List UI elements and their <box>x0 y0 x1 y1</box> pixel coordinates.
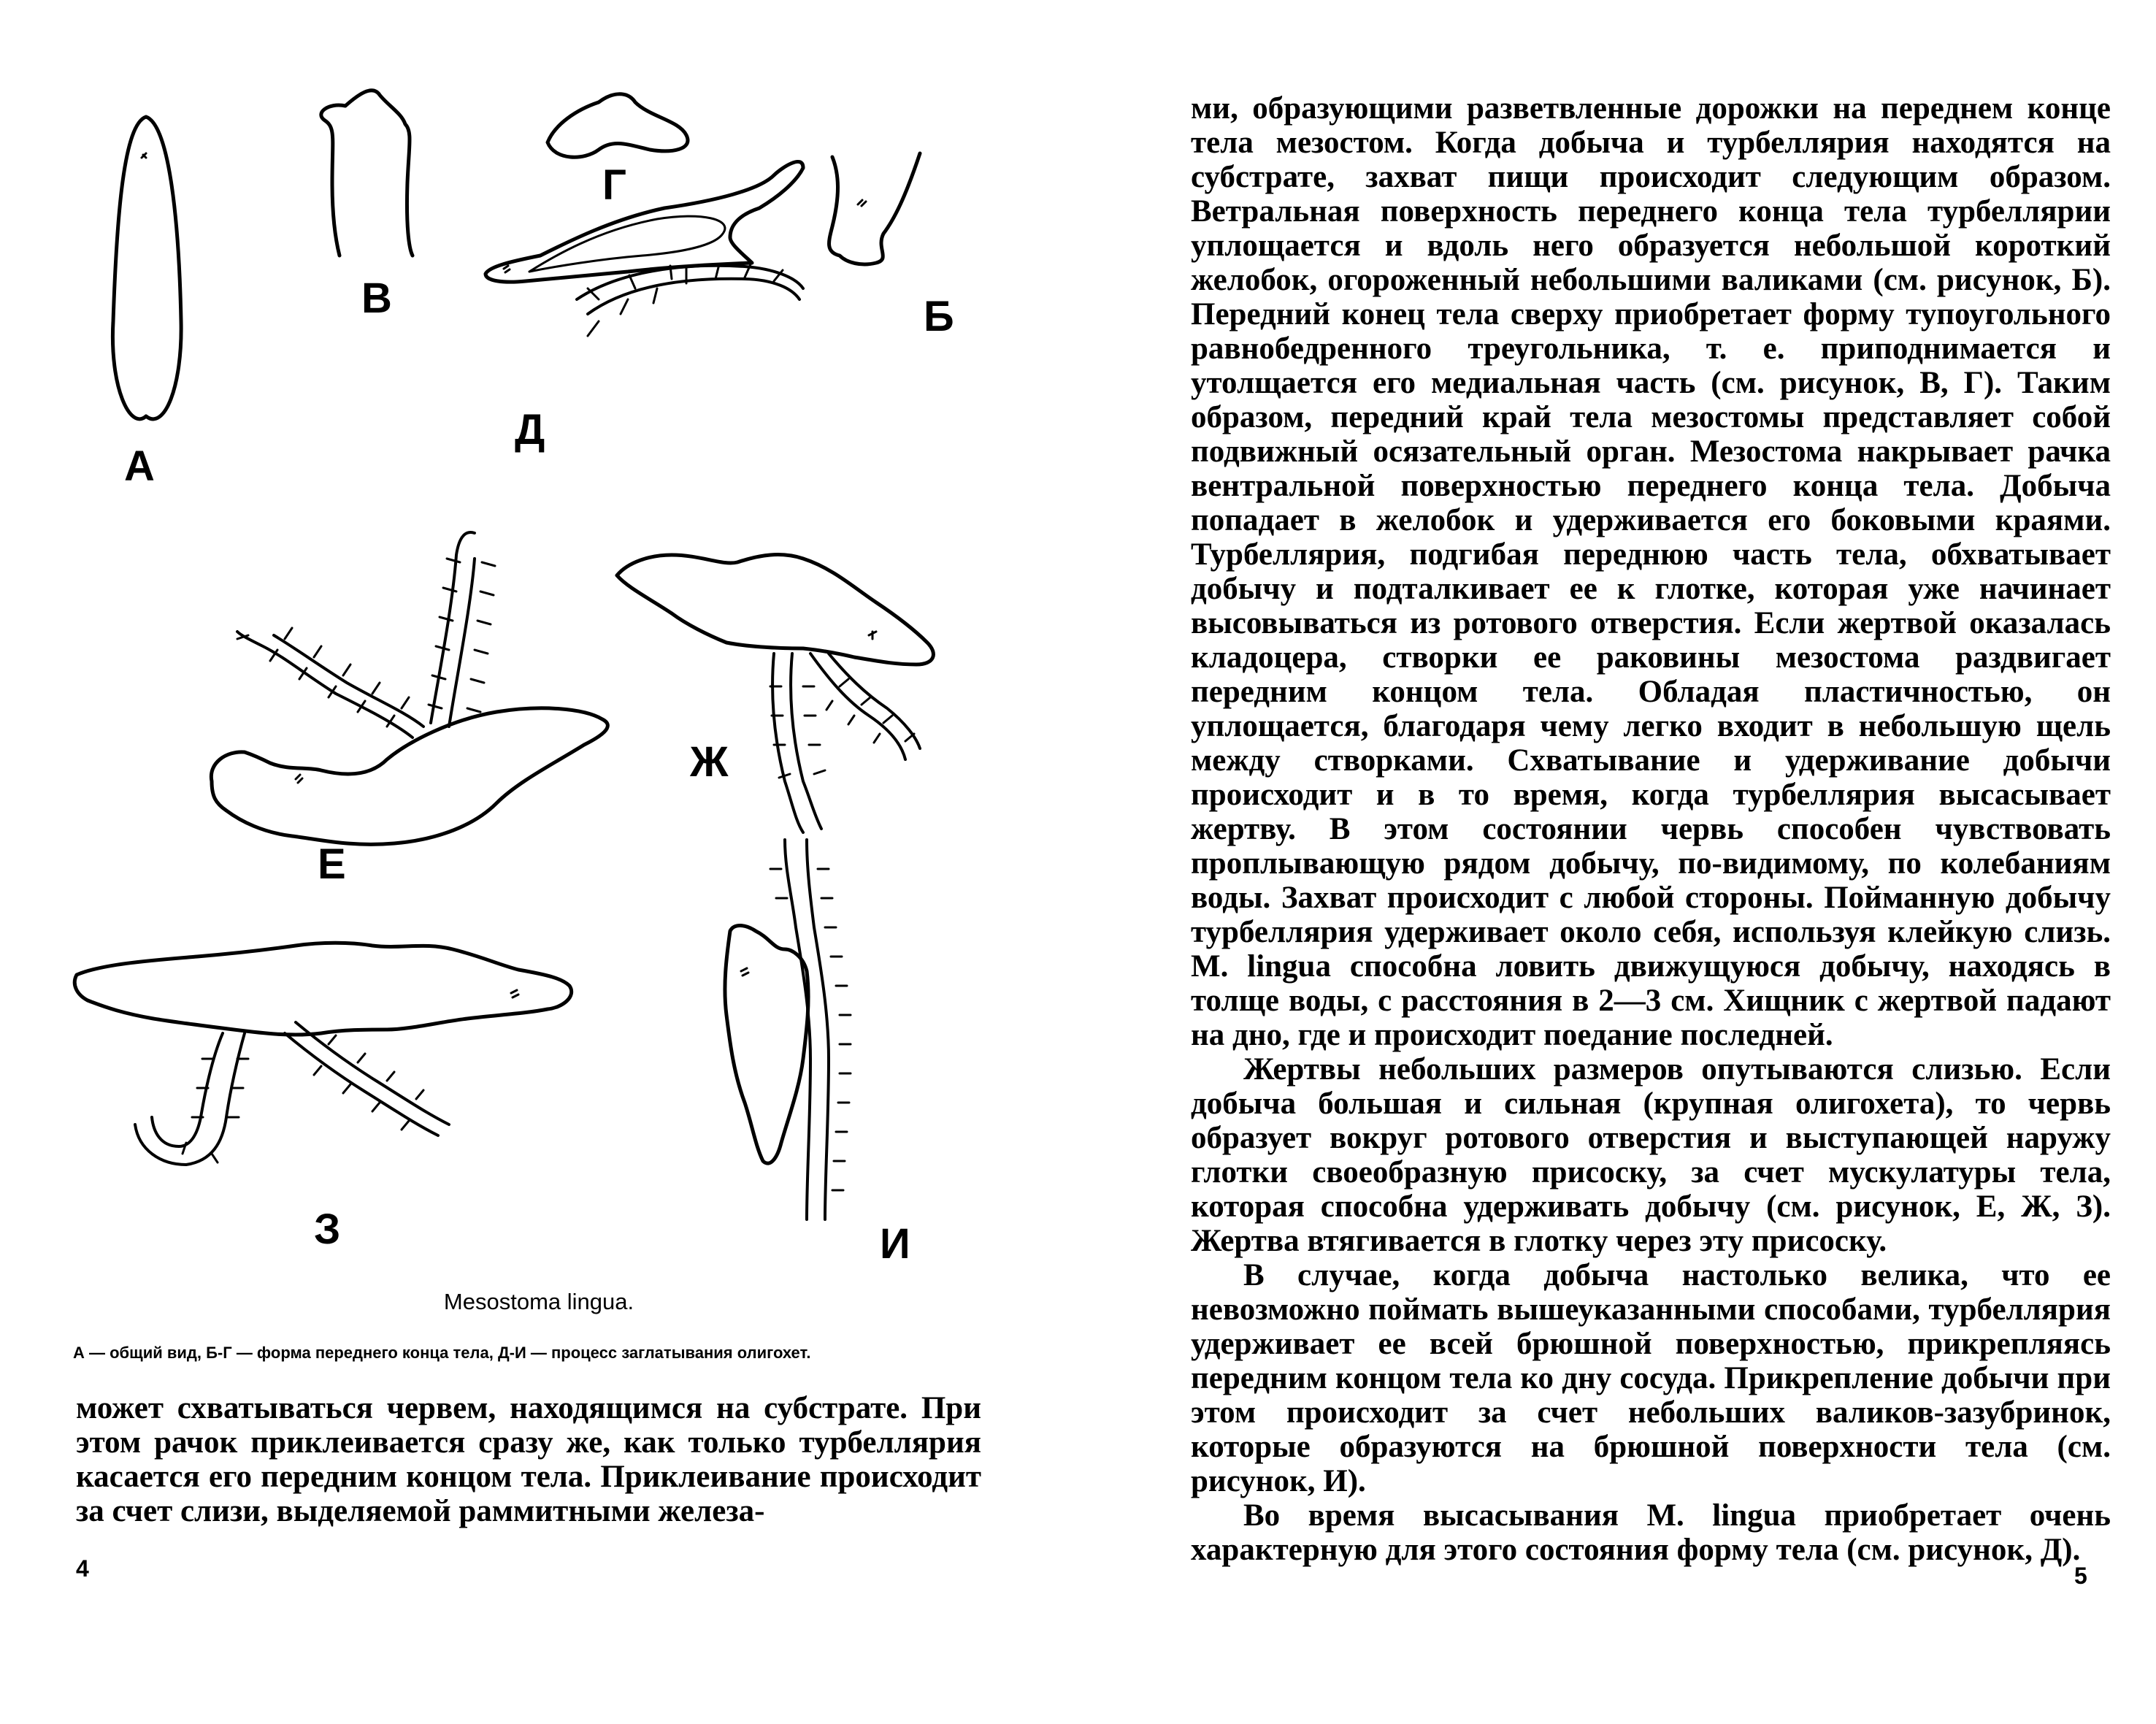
drawing-A-general-view <box>112 117 181 419</box>
figure-caption-legend: А — общий вид, Б-Г — форма переднего конца тела, Д-И — процесс заглатывания олигохет. <box>73 1344 811 1362</box>
label-G: Г <box>602 161 626 209</box>
drawing-G-cross-section <box>548 94 688 157</box>
page-number-left: 4 <box>76 1555 89 1582</box>
label-V: В <box>361 275 392 322</box>
drawing-Z-worm-attached <box>74 943 571 1035</box>
paragraph: Жертвы небольших размеров опутываются слизью. Если добыча большая и сильная (крупная олигохета), то червь образует вокруг ротового отверстия и выступающей наружу глотки своеобразную присоску, за счет мускулатуры тела, которая способна удерживать добычу (см. рисунок, Е, Ж, З). Жертва втягивается в глотку через эту присоску. <box>1191 1052 2111 1258</box>
left-page-text <box>76 1391 981 1528</box>
label-E: Е <box>318 840 346 888</box>
paragraph: может схватываться червем, находящимся на субстрате. При этом рачок приклеивается сразу же, как только турбеллярия касается его передним концом тела. Приклеивание происходит за счет слизи, выделяемой раммитными железа- <box>76 1391 981 1528</box>
label-A: А <box>124 443 155 490</box>
figure-caption-title: Mesostoma lingua. <box>443 1289 634 1314</box>
mesostoma-figure <box>44 80 993 1278</box>
paragraph: В случае, когда добыча настолько велика, что ее невозможно поймать вышеуказанными способами, турбеллярия удерживает ее всей брюшной поверхностью, прикрепляясь передним концом тела ко дну сосуда. Прикрепление добычи при этом происходит за счет небольших валиков-зазубринок, которые образуются на брюшной поверхности тела (см. рисунок, И). <box>1191 1258 2111 1498</box>
drawing-Zh-worm-with-prey <box>617 555 933 664</box>
page-number-right: 5 <box>2074 1563 2087 1589</box>
paragraph: ми, образующими разветвленные дорожки на переднем конце тела мезостом. Когда добыча и турбеллярия находятся на субстрате, захват пищи происходит следующим образом. Ветральная поверхность переднего конца тела турбеллярии уплощается и вдоль него образуется небольшой короткий желобок, огороженный небольшими валиками (см. рисунок, Б). Передний конец тела сверху приобретает форму тупоугольного равнобедренного треугольника, т. е. приподнимается и утолщается его медиальная часть (см. рисунок, В, Г). Таким образом, передний край тела мезостомы представляет собой подвижный осязательный орган. Мезостома накрывает рачка вентральной поверхностью переднего конца тела. Добыча попадает в желобок и удерживается его боковыми краями. Турбеллярия, подгибая переднюю часть тела, обхватывает добычу и подталкивает ее к глотке, которая уже начинает высовываться из ротового отверстия. Если жертвой оказалась кладоцера, створки ее раковины мезостома раздвигает передним концом тела. Обладая пластичностью, он уплощается, благодаря чему легко входит в небольшую щель между створками. Схватывание и удерживание добычи происходит и в то время, когда турбеллярия высасывает жертву. В этом состоянии червь способен чувствовать проплывающую рядом добычу, по-видимому, по колебаниям воды. Захват происходит с любой стороны. Пойманную добычу турбеллярия удерживает около себя, используя клейкую слизь. M. lingua способна ловить движущуюся добычу, находясь в толще воды, с расстояния в 2—3 см. Хищник с жертвой падают на дно, где и происходит поедание последней. <box>1191 91 2111 1052</box>
right-page <box>1078 0 2156 1724</box>
label-Zh: Ж <box>690 738 729 786</box>
label-I: И <box>880 1220 910 1268</box>
label-B: Б <box>924 293 954 340</box>
drawing-B-side-view <box>829 153 920 264</box>
drawing-I-worm-along-prey <box>725 926 808 1164</box>
label-D: Д <box>515 406 545 453</box>
right-page-text <box>1191 91 2111 1567</box>
drawing-E-worm-with-prey <box>211 708 607 845</box>
label-Z: З <box>314 1206 341 1253</box>
paragraph: Во время высасывания M. lingua приобретает очень характерную для этого состояния форму тела (см. рисунок, Д). <box>1191 1498 2111 1567</box>
